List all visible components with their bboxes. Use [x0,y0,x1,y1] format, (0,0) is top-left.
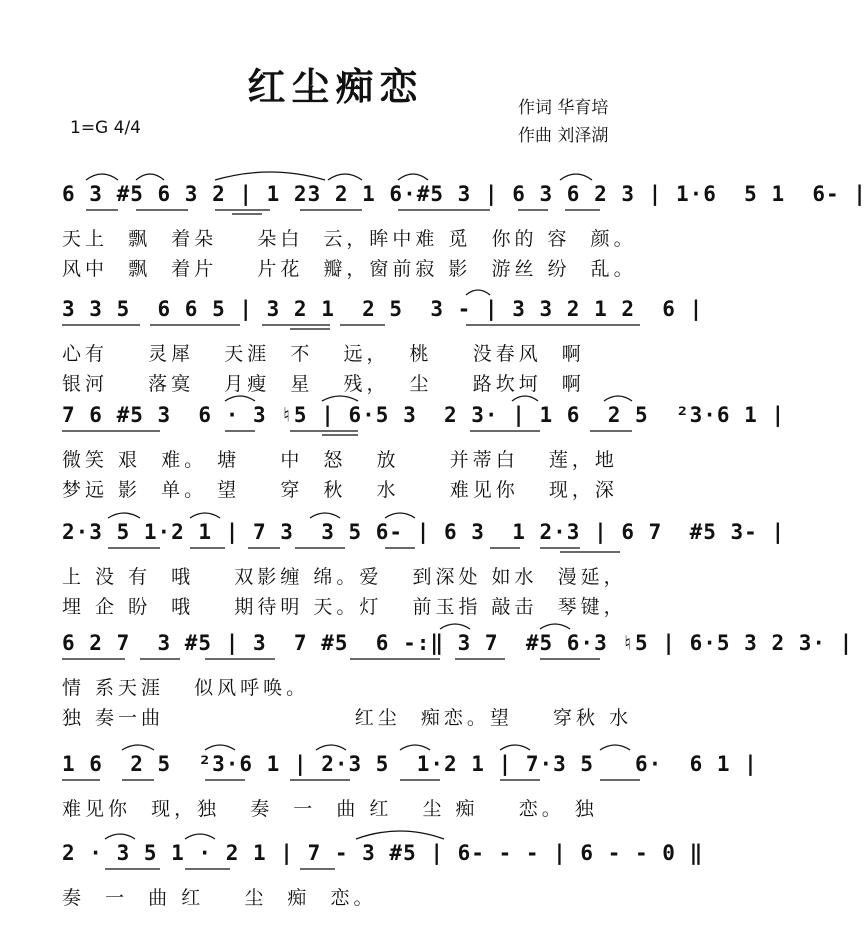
notation-line: 7 6 #5 3 6 · 3 ♮5 | 6·5 3 2 3· | 1 6 2 5 ²3·6 1 | [62,403,786,427]
beam-lines [0,429,711,439]
lyrics-verse-1: 上 没 有 哦 双影缠 绵。爱 到深处 如水 漫延， [62,566,627,588]
lyricist-credit: 作词 华育培 [518,98,609,118]
notation-line: 3 3 5 6 6 5 | 3 2 1 2 5 3 - | 3 3 2 1 2 6 | [62,297,704,321]
lyrics-verse-2: 梦远 影 单。 望 穿 秋 水 难见你 现，深 [62,479,618,501]
lyrics-verse-1: 微笑 艰 难。 塘 中 怒 放 并蒂白 莲，地 [62,449,618,471]
beam-lines [0,208,711,218]
beam-lines [0,778,711,788]
beam-lines [0,323,711,333]
notation-line: 2 · 3 5 1 · 2 1 | 7 - 3 #5 | 6- - - | 6 - - 0 ‖ [62,841,704,865]
credits [518,94,608,150]
lyrics-verse-2: 独 奏一曲 红尘 痴恋。望 穿秋 水 [62,707,633,729]
lyrics-verse-1: 天上 飘 着朵 朵白 云，眸中难 觅 你的 容 颜。 [62,228,637,250]
beam-lines [0,546,711,556]
notation-line: 1 6 2 5 ²3·6 1 | 2·3 5 1·2 1 | 7·3 5 6· 6 1 | [62,752,758,776]
key-signature: 1=G 4/4 [70,118,141,138]
lyrics-verse-2: 风中 飘 着片 片花 瓣，窗前寂 影 游丝 纷 乱。 [62,258,637,280]
composer-credit: 作曲 刘泽湖 [518,126,609,146]
lyrics-verse-2: 银河 落寞 月瘦 星 残， 尘 路坎坷 啊 [62,373,585,395]
lyrics-verse-1: 心有 灵犀 天涯 不 远， 桃 没春风 啊 [62,343,585,365]
notation-line: 2·3 5 1·2 1 | 7 3 3 5 6- | 6 3 1 2·3 | 6 7 #5 3- | [62,520,786,544]
beam-lines [0,867,711,877]
lyrics-verse-1: 难见你 现，独 奏 一 曲 红 尘 痴 恋。 独 [62,798,598,820]
song-title: 红尘痴恋 [247,64,424,109]
lyrics-verse-2: 埋 企 盼 哦 期待明 天。灯 前玉指 敲击 琴键， [62,596,627,618]
lyrics-verse-1: 情 系天涯 似风呼唤。 [62,677,310,699]
lyrics-verse-1: 奏 一 曲 红 尘 痴 恋。 [62,887,377,909]
beam-lines [0,657,711,667]
notation-line: 6 2 7 3 #5 | 3 7 #5 6 -:‖ 3 7 #5 6·3 ♮5 | 6·5 3 2 3· | [62,631,854,655]
notation-line: 6 3 #5 6 3 2 | 1 23 2 1 6·#5 3 | 6 3 6 2 3 | 1·6 5 1 6- | [62,182,867,206]
